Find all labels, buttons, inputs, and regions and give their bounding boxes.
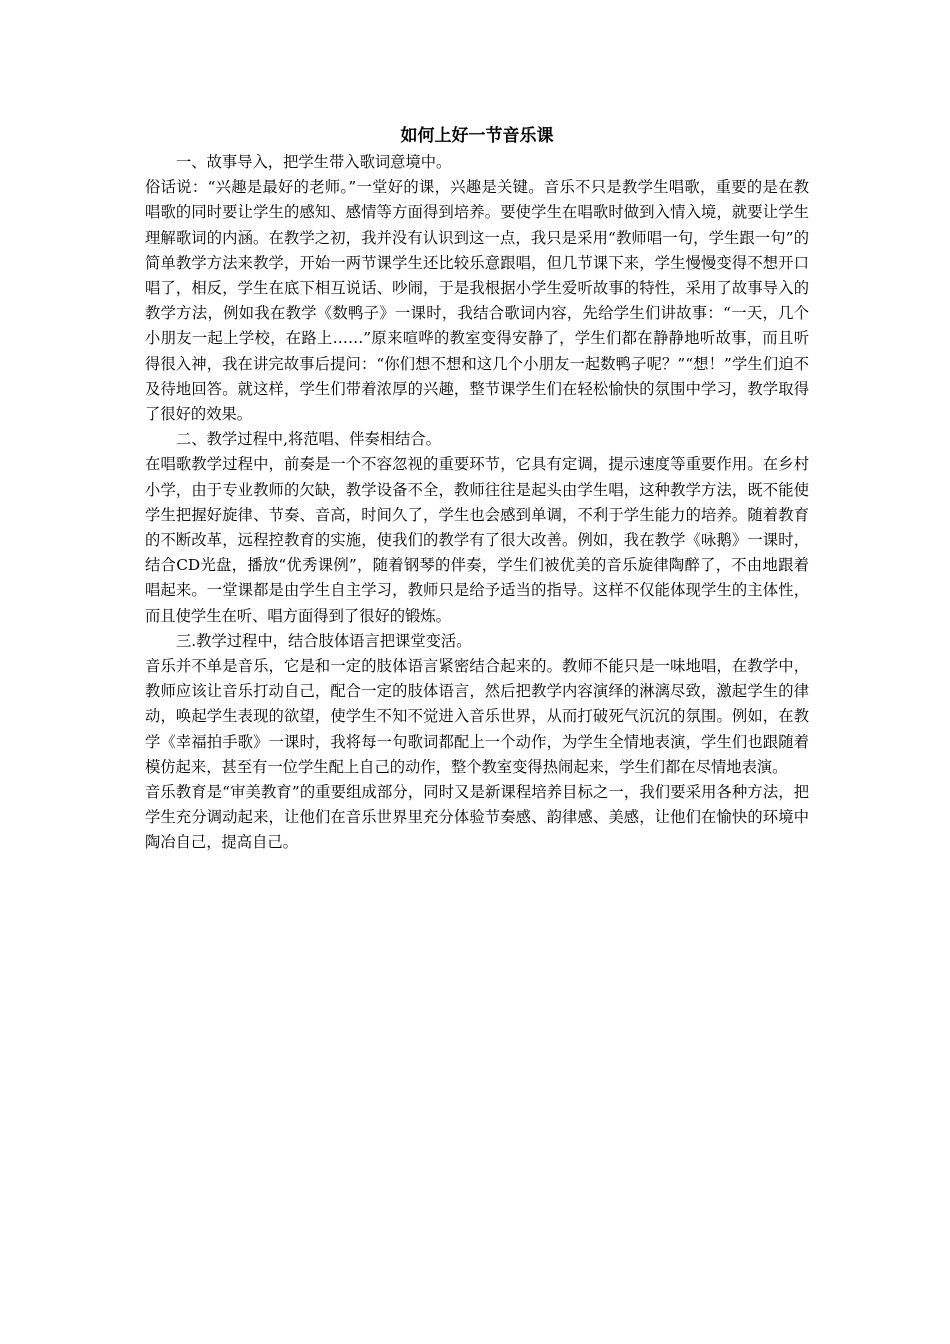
section-1-paragraph: 俗话说：“兴趣是最好的老师。”一堂好的课，兴趣是关键。音乐不只是教学生唱歌，重要的是在教唱歌的同时要让学生的感知、感情等方面得到培养。要使学生在唱歌时做到入情入境，就要让学生理解歌词的内涵。在教学之初，我并没有认识到这一点，我只是采用“教师唱一句，学生跟一句”的简单教学方法来教学，开始一两节课学生还比较乐意跟唱，但几节课下来，学生慢慢变得不想开口唱了，相反，学生在底下相互说话、吵闹，于是我根据小学生爱听故事的特性，采用了故事导入的教学方法，例如我在教学《数鸭子》一课时，我结合歌词内容，先给学生们讲故事：“一天，几个小朋友一起上学校，在路上……”原来喧哗的教室变得安静了，学生们都在静静地听故事，而且听得很入神，我在讲完故事后提问：“你们想不想和这几个小朋友一起数鸭子呢？”“想！”学生们迫不及待地回答。就这样，学生们带着浓厚的兴趣，整节课学生们在轻松愉快的氛围中学习，教学取得了很好的效果。 bbox=[145, 178, 809, 424]
section-3-paragraph: 音乐并不单是音乐，它是和一定的肢体语言紧密结合起来的。教师不能只是一味地唱，在教学中，教师应该让音乐打动自己，配合一定的肢体语言，然后把教学内容演绎的淋漓尽致，激起学生的律动，唤起学生表现的欲望，使学生不知不觉进入音乐世界，从而打破死气沉沉的氛围。例如，在教学《幸福拍手歌》一课时，我将每一句歌词都配上一个动作，为学生全情地表演，学生们也跟随着模仿起来，甚至有一位学生配上自己的动作，整个教室变得热闹起来，学生们都在尽情地表演。 bbox=[145, 657, 809, 776]
section-2-heading: 二、教学过程中,将范唱、伴奏相结合。 bbox=[176, 430, 441, 449]
section-1-heading: 一、故事导入，把学生带入歌词意境中。 bbox=[176, 153, 452, 171]
document-title: 如何上好一节音乐课 bbox=[400, 126, 554, 146]
section-2-paragraph: 在唱歌教学过程中，前奏是一个不容忽视的重要环节，它具有定调，提示速度等重要作用。在乡村小学，由于专业教师的欠缺，教学设备不全，教师往往是起头由学生唱，这种教学方法，既不能使学生把握好旋律、节奏、音高，时间久了，学生也会感到单调，不利于学生能力的培养。随着教育的不断改革，远程控教育的实施，使我们的教学有了很大改善。例如，我在教学《咏鹅》一课时，结合CD光盘，播放“优秀课例”，随着钢琴的伴奏，学生们被优美的音乐旋律陶醉了，不由地跟着唱起来。一堂课都是由学生自主学习，教师只是给予适当的指导。这样不仅能体现学生的主体性，而且使学生在听、唱方面得到了很好的锻炼。 bbox=[145, 455, 809, 625]
section-3-heading: 三.教学过程中，结合肢体语言把课堂变活。 bbox=[176, 631, 472, 650]
closing-paragraph: 音乐教育是“审美教育”的重要组成部分，同时又是新课程培养目标之一，我们要采用各种方法，把学生充分调动起来，让他们在音乐世界里充分体验节奏感、韵律感、美感，让他们在愉快的环境中陶冶自己，提高自己。 bbox=[145, 783, 809, 852]
document-page bbox=[145, 124, 809, 856]
